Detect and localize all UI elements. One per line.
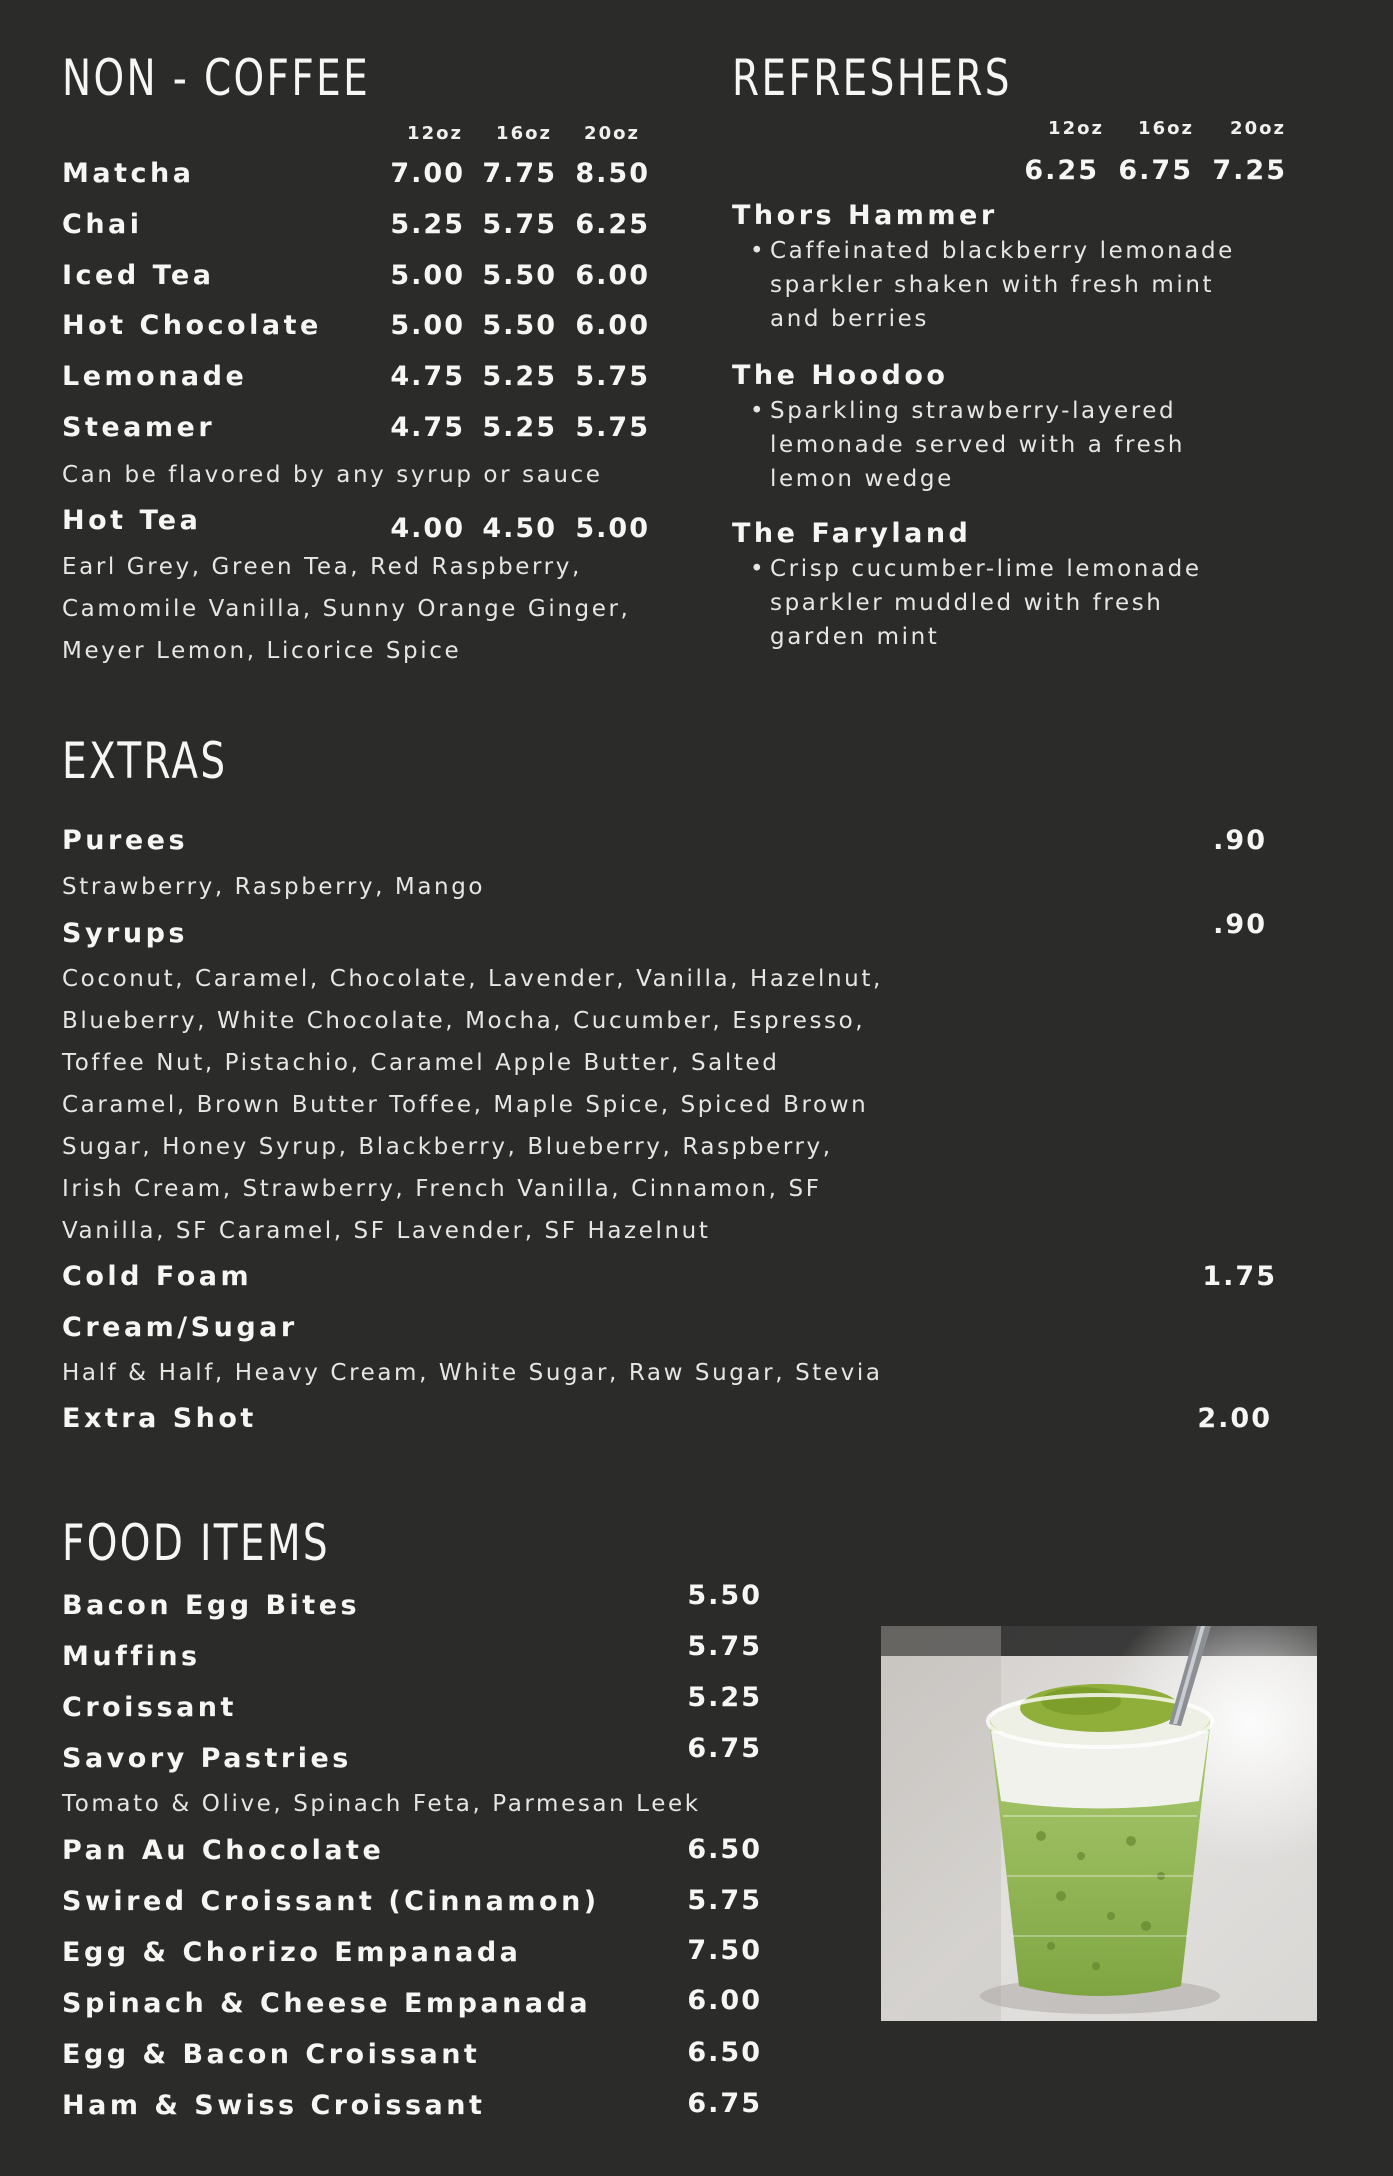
size-20oz-label: 20oz (584, 123, 640, 144)
refresher-description: • Sparkling strawberry-layered (750, 398, 1177, 424)
price-16oz: 5.75 (482, 209, 557, 240)
extra-price: 2.00 (1197, 1403, 1272, 1434)
extra-name: Purees (62, 825, 189, 856)
food-item-price: 6.50 (687, 1834, 762, 1865)
refresher-description: lemon wedge (770, 466, 954, 492)
syrup-list-line: Irish Cream, Strawberry, French Vanilla, Cinnamon, SF (62, 1176, 822, 1202)
food-item-price: 5.75 (687, 1885, 762, 1916)
size-16oz-label: 16oz (496, 123, 552, 144)
refresher-description: • Caffeinated blackberry lemonade (750, 238, 1235, 264)
price-20oz: 5.75 (575, 361, 650, 392)
hot-tea-flavors: Camomile Vanilla, Sunny Orange Ginger, (62, 596, 631, 622)
price-16oz: 5.50 (482, 310, 557, 341)
food-item-price: 6.00 (687, 1985, 762, 2016)
menu-item-name: Matcha (62, 158, 195, 189)
food-item-name: Croissant (62, 1692, 237, 1723)
refresher-description: sparkler shaken with fresh mint (770, 272, 1215, 298)
price-20oz: 8.50 (575, 158, 650, 189)
size-16oz-label: 16oz (1138, 118, 1194, 139)
size-12oz-label: 12oz (1048, 118, 1104, 139)
extra-name: Cold Foam (62, 1261, 253, 1292)
price-16oz: 5.25 (482, 361, 557, 392)
syrup-list-line: Blueberry, White Chocolate, Mocha, Cucumber, Espresso, (62, 1008, 866, 1034)
refresher-description: sparkler muddled with fresh (770, 590, 1164, 616)
food-item-name: Swired Croissant (Cinnamon) (62, 1886, 600, 1917)
price-20oz: 6.25 (575, 209, 650, 240)
refresher-description: • Crisp cucumber-lime lemonade (750, 556, 1202, 582)
refresher-description: and berries (770, 306, 929, 332)
price-20oz: 6.00 (575, 260, 650, 291)
refresher-name: The Hoodoo (732, 360, 949, 391)
extra-price: 1.75 (1202, 1261, 1277, 1292)
hot-tea-flavors: Earl Grey, Green Tea, Red Raspberry, (62, 554, 582, 580)
extras-heading: EXTRAS (62, 732, 228, 790)
food-item-price: 5.75 (687, 1631, 762, 1662)
hot-tea-flavors: Meyer Lemon, Licorice Spice (62, 638, 462, 664)
refresher-price-20oz: 7.25 (1212, 155, 1287, 186)
size-12oz-label: 12oz (407, 123, 463, 144)
extra-name: Extra Shot (62, 1403, 257, 1434)
extra-description: Half & Half, Heavy Cream, White Sugar, Raw Sugar, Stevia (62, 1360, 883, 1386)
refresher-price-12oz: 6.25 (1024, 155, 1099, 186)
extra-name: Cream/Sugar (62, 1312, 298, 1343)
price-16oz: 5.25 (482, 412, 557, 443)
price-12oz: 5.00 (390, 310, 465, 341)
food-items-heading: FOOD ITEMS (62, 1514, 331, 1572)
refresher-description: lemonade served with a fresh (770, 432, 1186, 458)
price-20oz: 6.00 (575, 310, 650, 341)
refresher-description: garden mint (770, 624, 940, 650)
price-12oz: 5.00 (390, 260, 465, 291)
menu-item-name: Hot Chocolate (62, 310, 322, 341)
food-item-price: 6.75 (687, 2088, 762, 2119)
extra-price: .90 (1213, 825, 1267, 856)
refreshers-heading: REFRESHERS (732, 49, 1012, 107)
refresher-name: The Faryland (732, 518, 972, 549)
menu-item-name: Lemonade (62, 361, 248, 392)
food-item-name: Egg & Bacon Croissant (62, 2039, 481, 2070)
food-item-price: 5.50 (687, 1580, 762, 1611)
refresher-price-16oz: 6.75 (1118, 155, 1193, 186)
syrup-list-line: Vanilla, SF Caramel, SF Lavender, SF Hazelnut (62, 1218, 711, 1244)
food-item-name: Muffins (62, 1641, 201, 1672)
menu-item-name: Steamer (62, 412, 216, 443)
food-item-price: 5.25 (687, 1682, 762, 1713)
extra-price: .90 (1213, 909, 1267, 940)
food-item-price: 6.50 (687, 2037, 762, 2068)
price-12oz: 5.25 (390, 209, 465, 240)
food-item-price: 7.50 (687, 1935, 762, 1966)
iced-matcha-latte-photo (881, 1626, 1317, 2021)
syrup-list-line: Sugar, Honey Syrup, Blackberry, Blueberry, Raspberry, (62, 1134, 833, 1160)
flavor-note: Can be flavored by any syrup or sauce (62, 462, 603, 488)
price-12oz: 4.75 (390, 361, 465, 392)
syrup-list-line: Toffee Nut, Pistachio, Caramel Apple Butter, Salted (62, 1050, 780, 1076)
syrup-list-line: Coconut, Caramel, Chocolate, Lavender, Vanilla, Hazelnut, (62, 966, 883, 992)
extra-name: Syrups (62, 918, 188, 949)
price-20oz: 5.00 (575, 513, 650, 544)
price-16oz: 4.50 (482, 513, 557, 544)
price-12oz: 4.00 (390, 513, 465, 544)
food-item-name: Savory Pastries (62, 1743, 352, 1774)
size-20oz-label: 20oz (1230, 118, 1286, 139)
refresher-name: Thors Hammer (732, 200, 998, 231)
price-12oz: 7.00 (390, 158, 465, 189)
food-item-name: Ham & Swiss Croissant (62, 2090, 486, 2121)
non-coffee-heading: NON - COFFEE (62, 49, 371, 107)
menu-item-name: Iced Tea (62, 260, 215, 291)
menu-item-name: Hot Tea (62, 505, 202, 536)
food-item-price: 6.75 (687, 1733, 762, 1764)
price-16oz: 5.50 (482, 260, 557, 291)
extra-description: Strawberry, Raspberry, Mango (62, 874, 486, 900)
price-12oz: 4.75 (390, 412, 465, 443)
food-item-name: Pan Au Chocolate (62, 1835, 385, 1866)
menu-item-name: Chai (62, 209, 143, 240)
price-16oz: 7.75 (482, 158, 557, 189)
food-item-name: Egg & Chorizo Empanada (62, 1937, 522, 1968)
pastries-varieties: Tomato & Olive, Spinach Feta, Parmesan Leek (62, 1791, 701, 1817)
food-item-name: Spinach & Cheese Empanada (62, 1988, 592, 2019)
food-item-name: Bacon Egg Bites (62, 1590, 361, 1621)
price-20oz: 5.75 (575, 412, 650, 443)
syrup-list-line: Caramel, Brown Butter Toffee, Maple Spice, Spiced Brown (62, 1092, 869, 1118)
